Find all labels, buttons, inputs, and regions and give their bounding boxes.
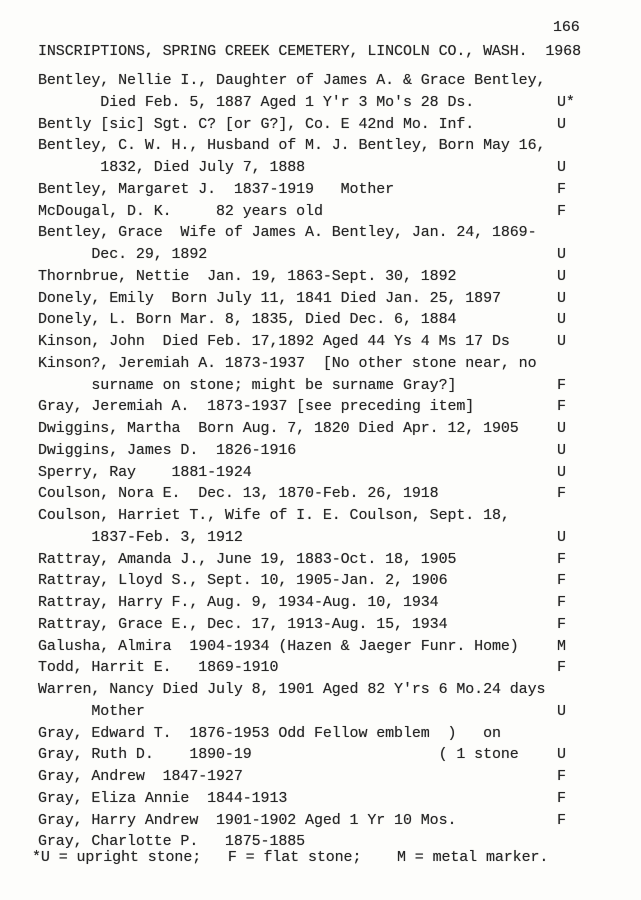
stone-type-code: U — [557, 115, 566, 133]
inscription-line — [38, 375, 623, 397]
inscription-line — [38, 331, 623, 353]
inscription-line — [38, 505, 623, 527]
legend-footnote: *U = upright stone; F = flat stone; M = metal marker. — [32, 849, 549, 866]
inscription-line — [38, 744, 623, 766]
inscription-line — [38, 179, 623, 201]
inscription-text: Bentley, Grace Wife of James A. Bentley, Jan. 24, 1869- — [38, 224, 537, 242]
inscription-line — [38, 679, 623, 701]
inscription-line — [38, 244, 623, 266]
inscription-line — [38, 418, 623, 440]
inscription-text: Bentley, Nellie I., Daughter of James A. & Grace Bentley, — [38, 72, 546, 89]
inscription-text: Gray, Eliza Annie 1844-1913 — [38, 789, 288, 807]
stone-type-code: F — [557, 811, 566, 829]
inscription-text: Kinson?, Jeremiah A. 1873-1937 [No other stone near, no — [38, 354, 537, 372]
inscription-line — [38, 483, 623, 505]
stone-type-code: F — [557, 485, 566, 503]
inscription-line — [38, 201, 623, 223]
inscription-text: Dwiggins, Martha Born Aug. 7, 1820 Died Apr. 12, 1905 — [38, 420, 519, 437]
stone-type-code: F — [557, 768, 566, 785]
stone-type-code: U — [557, 746, 566, 764]
inscription-line — [38, 766, 623, 788]
inscription-line — [38, 440, 623, 462]
stone-type-code: U — [557, 463, 566, 481]
stone-type-code: F — [557, 202, 566, 220]
stone-type-code: M — [557, 637, 566, 655]
stone-type-code: U — [557, 289, 566, 307]
inscription-line — [38, 636, 623, 658]
inscription-text: surname on stone; might be surname Gray?] — [38, 376, 457, 394]
inscription-text: Gray, Edward T. 1876-1953 Odd Fellow emblem ) on — [38, 724, 501, 742]
inscription-line — [38, 396, 623, 418]
inscription-text: Donely, Emily Born July 11, 1841 Died Jan. 25, 1897 — [38, 289, 501, 307]
stone-type-code: U — [557, 441, 566, 459]
inscription-line — [38, 723, 623, 745]
inscription-text: Bentley, C. W. H., Husband of M. J. Bentley, Born May 16, — [38, 137, 546, 155]
inscription-text: Bently [sic] Sgt. C? [or G?], Co. E 42nd Mo. Inf. — [38, 115, 475, 133]
inscription-text: Rattray, Harry F., Aug. 9, 1934-Aug. 10, 1934 — [38, 594, 439, 611]
inscription-line — [38, 157, 623, 179]
inscription-line — [38, 462, 623, 484]
inscription-line — [38, 592, 623, 614]
inscription-line — [38, 614, 623, 636]
inscription-list — [38, 70, 623, 853]
inscription-text: McDougal, D. K. 82 years old — [38, 202, 323, 220]
inscription-line — [38, 222, 623, 244]
stone-type-code: U — [557, 333, 566, 350]
stone-type-code: U — [557, 420, 566, 437]
stone-type-code: F — [557, 550, 566, 568]
stone-type-code: F — [557, 376, 566, 394]
stone-type-code: U — [557, 267, 566, 285]
page-number: 166 — [553, 19, 580, 36]
stone-type-code: F — [557, 180, 566, 198]
inscription-text: Donely, L. Born Mar. 8, 1835, Died Dec. 6, 1884 — [38, 311, 457, 329]
stone-type-code: U* — [557, 93, 575, 111]
inscription-text: Dwiggins, James D. 1826-1916 — [38, 441, 297, 459]
stone-type-code: U — [557, 311, 566, 329]
stone-type-code: F — [557, 615, 566, 633]
inscription-line — [38, 309, 623, 331]
inscription-line — [38, 527, 623, 549]
inscription-line — [38, 701, 623, 723]
stone-type-code: F — [557, 659, 566, 677]
inscription-text: Gray, Jeremiah A. 1873-1937 [see preceding item] — [38, 398, 475, 416]
inscription-text: Mother — [38, 702, 145, 720]
inscription-text: Dec. 29, 1892 — [38, 246, 208, 263]
inscription-text: Coulson, Harriet T., Wife of I. E. Coulson, Sept. 18, — [38, 507, 510, 524]
inscription-text: Rattray, Lloyd S., Sept. 10, 1905-Jan. 2, 1906 — [38, 572, 448, 590]
stone-type-code: F — [557, 594, 566, 611]
inscription-text: Todd, Harrit E. 1869-1910 — [38, 659, 279, 677]
stone-type-code: F — [557, 572, 566, 590]
stone-type-code: F — [557, 789, 566, 807]
stone-type-code: F — [557, 398, 566, 416]
inscription-line — [38, 549, 623, 571]
inscription-line — [38, 92, 623, 114]
inscription-text: 1832, Died July 7, 1888 — [38, 159, 306, 176]
stone-type-code: U — [557, 159, 566, 176]
inscription-text: Thornbrue, Nettie Jan. 19, 1863-Sept. 30, 1892 — [38, 267, 457, 285]
inscription-line — [38, 266, 623, 288]
inscription-line — [38, 810, 623, 832]
stone-type-code: U — [557, 528, 566, 546]
inscription-text: Rattray, Amanda J., June 19, 1883-Oct. 18, 1905 — [38, 550, 457, 568]
inscription-line — [38, 657, 623, 679]
inscription-text: Gray, Andrew 1847-1927 — [38, 768, 243, 785]
inscription-text: Gray, Charlotte P. 1875-1885 — [38, 833, 306, 851]
inscription-line — [38, 135, 623, 157]
inscription-text: Rattray, Grace E., Dec. 17, 1913-Aug. 15, 1934 — [38, 615, 448, 633]
inscription-line — [38, 353, 623, 375]
inscription-text: Warren, Nancy Died July 8, 1901 Aged 82 Y'rs 6 Mo.24 days — [38, 681, 546, 698]
inscription-line — [38, 114, 623, 136]
inscription-text: 1837-Feb. 3, 1912 — [38, 528, 243, 546]
stone-type-code: U — [557, 246, 566, 263]
inscription-text: Gray, Ruth D. 1890-19 ( 1 stone — [38, 746, 519, 764]
inscription-text: Gray, Harry Andrew 1901-1902 Aged 1 Yr 10 Mos. — [38, 811, 457, 829]
inscription-text: Died Feb. 5, 1887 Aged 1 Y'r 3 Mo's 28 Ds. — [38, 93, 475, 111]
inscription-line — [38, 788, 623, 810]
inscription-line — [38, 288, 623, 310]
inscription-line — [38, 570, 623, 592]
inscription-line — [38, 70, 623, 92]
inscription-text: Galusha, Almira 1904-1934 (Hazen & Jaeger Funr. Home) — [38, 637, 519, 655]
inscription-text: Bentley, Margaret J. 1837-1919 Mother — [38, 180, 395, 198]
document-title: INSCRIPTIONS, SPRING CREEK CEMETERY, LINCOLN CO., WASH. 1968 — [38, 43, 581, 60]
stone-type-code: U — [557, 702, 566, 720]
inscription-text: Coulson, Nora E. Dec. 13, 1870-Feb. 26, 1918 — [38, 485, 439, 503]
inscription-text: Kinson, John Died Feb. 17,1892 Aged 44 Ys 4 Ms 17 Ds — [38, 333, 510, 350]
inscription-text: Sperry, Ray 1881-1924 — [38, 463, 252, 481]
